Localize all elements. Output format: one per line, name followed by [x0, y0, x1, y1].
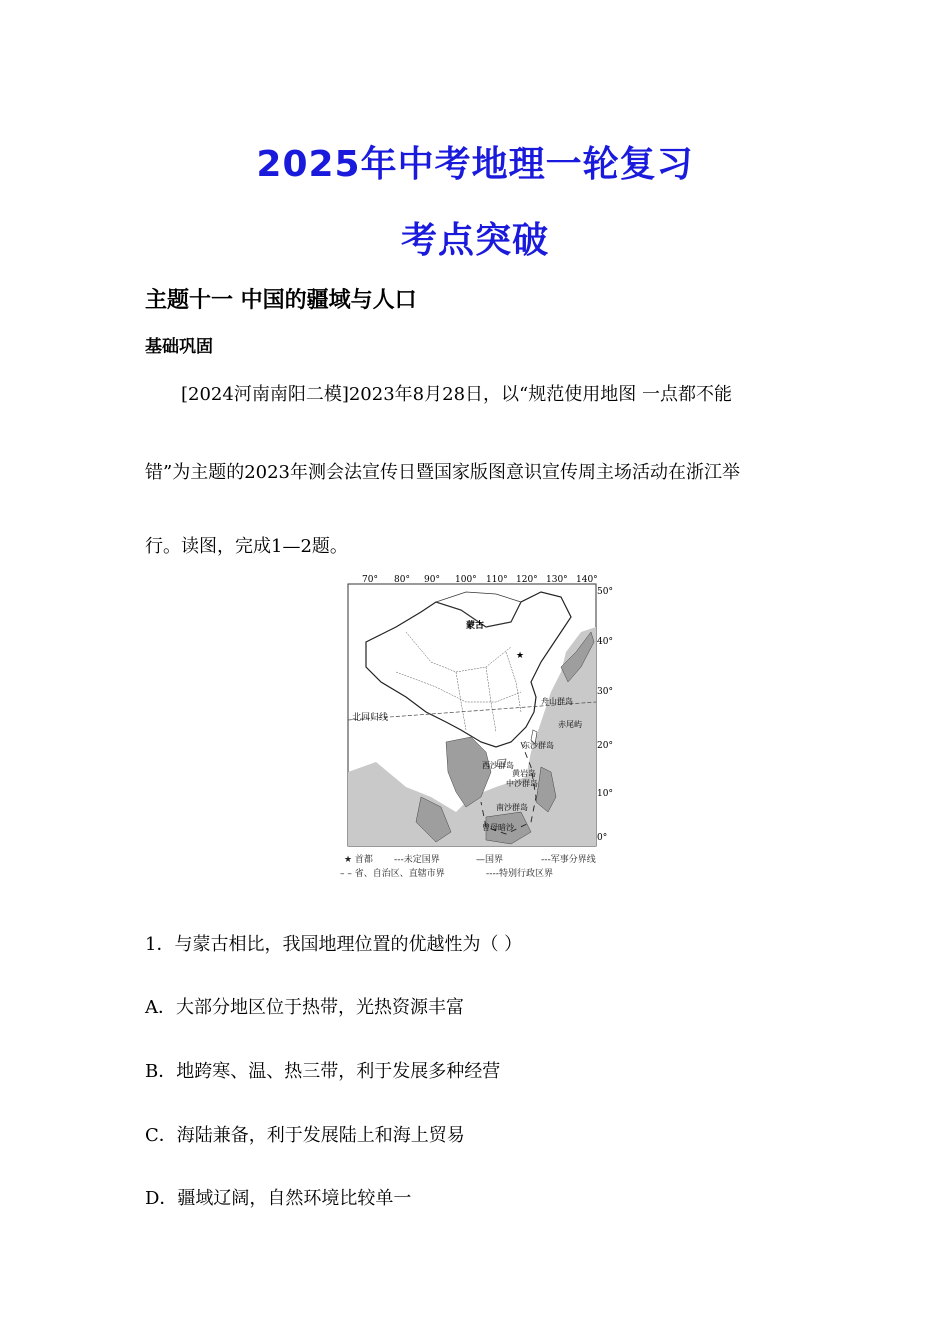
lon-tick: 100° [455, 575, 477, 585]
page-title: 2025年中考地理一轮复习 [256, 144, 694, 185]
legend-undetermined: ---未定国界 [394, 855, 440, 865]
map-label-tropic: 北回归线 [352, 713, 389, 723]
map-label-huangyan: 黄岩岛 [512, 769, 536, 778]
map-label-dongsha: 东沙群岛 [522, 741, 554, 750]
map-label-nansha: 南沙群岛 [496, 803, 528, 812]
map-label-chiwei: 赤尾屿 [558, 720, 582, 729]
option-a[interactable]: A．大部分地区位于热带，光热资源丰富 [145, 997, 464, 1018]
lon-tick: 90° [424, 575, 440, 585]
map-label-zhongsha: 中沙群岛 [506, 779, 538, 788]
page-subtitle: 考点突破 [400, 220, 549, 261]
lon-tick: 70° [362, 575, 378, 585]
map-label-mongolia: 蒙古 [466, 621, 485, 631]
lon-tick: 110° [486, 575, 508, 585]
option-c[interactable]: C．海陆兼备，利于发展陆上和海上贸易 [145, 1125, 465, 1146]
lon-tick: 120° [516, 575, 538, 585]
legend-national: —国界 [476, 855, 504, 865]
map-label-zengmu: 曾母暗沙 [482, 823, 514, 832]
map-label-xisha: 西沙群岛 [482, 761, 514, 770]
intro-line-2: 错”为主题的2023年测会法宣传日暨国家版图意识宣传周主场活动在浙江举 [145, 462, 741, 483]
map-label-zhoushan: 舟山群岛 [541, 697, 573, 706]
intro-line-1: [2024河南南阳二模]2023年8月28日，以“规范使用地图 一点都不能 [181, 384, 732, 405]
legend-province: – – 省、自治区、直辖市界 [340, 869, 445, 879]
lon-tick: 80° [394, 575, 410, 585]
topic-heading: 主题十一 中国的疆域与人口 [145, 288, 417, 313]
legend-sar: ----特别行政区界 [486, 869, 553, 879]
intro-line-3: 行。读图，完成1—2题。 [145, 536, 348, 557]
lat-tick: 10° [597, 789, 613, 799]
lon-tick: 130° [546, 575, 568, 585]
question-stem: 1．与蒙古相比，我国地理位置的优越性为（ ） [145, 934, 523, 955]
lat-tick: 30° [597, 687, 613, 697]
lat-tick: 50° [597, 587, 613, 597]
option-b[interactable]: B．地跨寒、温、热三带，利于发展多种经营 [145, 1061, 501, 1082]
lat-tick: 20° [597, 741, 613, 751]
lon-tick: 140° [576, 575, 598, 585]
china-map [336, 572, 616, 884]
legend-military: ---军事分界线 [541, 855, 596, 865]
legend-capital: ★ 首都 [344, 855, 373, 865]
sub-heading: 基础巩固 [145, 337, 213, 357]
capital-star-icon: ★ [516, 651, 525, 661]
option-d[interactable]: D．疆域辽阔，自然环境比较单一 [145, 1188, 412, 1209]
lat-tick: 0° [597, 833, 608, 843]
lat-tick: 40° [597, 637, 613, 647]
